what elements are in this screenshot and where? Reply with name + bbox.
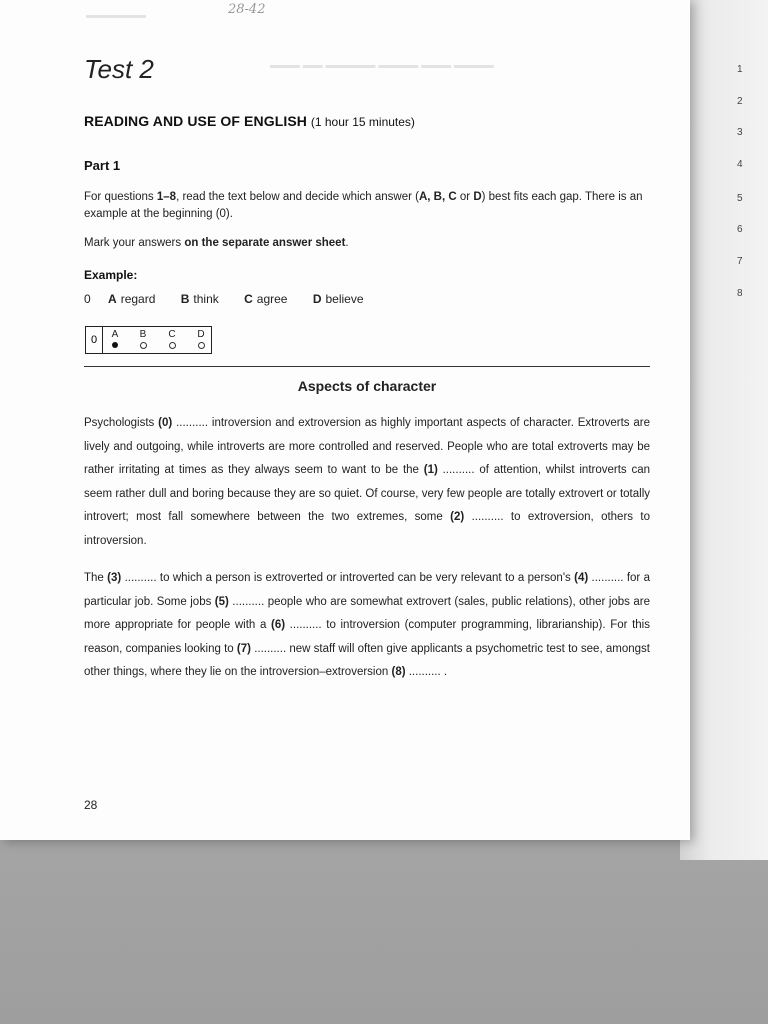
gap-marker: (4) bbox=[574, 572, 589, 584]
handwritten-note: 28-42 bbox=[228, 2, 266, 17]
section-name: READING AND USE OF ENGLISH bbox=[84, 113, 307, 129]
gap-marker: (0) bbox=[158, 417, 173, 429]
option-letter: B bbox=[180, 292, 190, 306]
margin-number: 1 bbox=[737, 64, 743, 75]
page-number: 28 bbox=[84, 798, 98, 812]
test-title: Test 2 bbox=[84, 54, 154, 84]
margin-number: 3 bbox=[737, 127, 743, 138]
bleed-through-text: ▬▬▬▬▬▬ bbox=[86, 10, 146, 21]
option-text: think bbox=[193, 292, 219, 306]
text-segment: Psychologists bbox=[84, 417, 159, 429]
example-option-a bbox=[108, 292, 155, 306]
answer-sheet-instruction bbox=[84, 235, 654, 252]
gap-marker: (7) bbox=[236, 642, 251, 655]
gap-marker: (2) bbox=[450, 511, 465, 524]
option-text: agree bbox=[256, 292, 288, 306]
section-duration: (1 hour 15 minutes) bbox=[310, 115, 415, 129]
option-letter: C bbox=[244, 292, 253, 306]
section-divider bbox=[84, 366, 650, 367]
gap-marker: (6) bbox=[270, 619, 286, 632]
instr-text: Mark your answers bbox=[84, 237, 185, 249]
text-segment: .......... of attention, whilst introverts can seem rather dull and boring because they are so quiet. Of course, very few people are totally extrovert or totally introvert; most fall somewhere between the two extremes, some bbox=[84, 464, 650, 524]
answer-grid-number: 0 bbox=[86, 327, 103, 353]
example-answer-grid bbox=[85, 326, 212, 354]
example-options-row bbox=[84, 292, 386, 306]
instr-text: For questions bbox=[84, 191, 157, 203]
text-paragraph-2 bbox=[84, 567, 650, 685]
example-label: Example: bbox=[84, 268, 138, 282]
margin-number: 5 bbox=[737, 193, 743, 204]
answer-grid-col-b bbox=[136, 329, 150, 352]
grid-letter: B bbox=[139, 329, 147, 340]
grid-letter: D bbox=[197, 329, 205, 340]
empty-bubble-icon bbox=[140, 342, 147, 349]
example-option-d bbox=[313, 292, 364, 306]
gap-marker: (5) bbox=[214, 595, 229, 608]
option-letter: D bbox=[312, 292, 322, 306]
option-letter: A bbox=[108, 292, 117, 306]
text-segment: The bbox=[84, 572, 108, 584]
filled-bubble-icon bbox=[112, 342, 118, 348]
margin-number: 7 bbox=[737, 256, 743, 267]
section-title bbox=[84, 113, 415, 129]
instr-options: A, B, C bbox=[418, 191, 457, 203]
empty-bubble-icon bbox=[169, 342, 176, 349]
text-segment: .......... new staff will often give applicants a psychometric test to see, amongst other things, where they lie on the introversion–extroversion bbox=[84, 642, 650, 679]
instr-option-d: D bbox=[473, 191, 482, 203]
text-title: Aspects of character bbox=[297, 378, 437, 394]
gap-marker: (1) bbox=[423, 464, 438, 477]
text-segment: .......... . bbox=[405, 666, 448, 679]
grid-letter: A bbox=[111, 329, 119, 340]
instr-emphasis: on the separate answer sheet bbox=[184, 237, 346, 249]
answer-grid-col-c bbox=[165, 329, 179, 352]
instr-text: ) best fits each gap. There is an example at the beginning (0). bbox=[84, 191, 643, 220]
text-segment: .......... to extroversion, others to introversion. bbox=[84, 511, 650, 547]
example-number: 0 bbox=[84, 292, 91, 306]
instr-text: or bbox=[456, 191, 474, 203]
margin-number: 4 bbox=[737, 159, 743, 170]
margin-number: 6 bbox=[737, 224, 743, 235]
instr-range: 1–8 bbox=[156, 191, 177, 203]
instructions-paragraph bbox=[84, 189, 654, 223]
bleed-through-text: ▬▬▬ ▬▬ ▬▬▬▬▬ ▬▬▬▬ ▬▬▬ ▬▬▬▬ bbox=[270, 60, 494, 71]
gap-marker: (8) bbox=[391, 666, 406, 679]
option-text: regard bbox=[120, 292, 156, 306]
text-segment: .......... to introversion (computer programming, librarianship). For this reason, companies looking to bbox=[84, 619, 650, 655]
example-option-c bbox=[244, 292, 287, 306]
part-title: Part 1 bbox=[84, 158, 121, 173]
example-option-b bbox=[181, 292, 219, 306]
empty-bubble-icon bbox=[198, 342, 205, 349]
text-paragraph-1 bbox=[84, 412, 650, 554]
grid-letter: C bbox=[168, 329, 176, 340]
answer-grid-col-d bbox=[194, 329, 208, 352]
text-segment: .......... introversion and extroversion as highly important aspects of character. Extroverts are lively and outgoing, while introverts are more controlled and reserved. People who are total extroverts may be rather irritating at times as they always seem to want to be the bbox=[84, 417, 650, 477]
text-segment: .......... for a particular job. Some jobs bbox=[84, 572, 650, 608]
margin-number: 2 bbox=[737, 96, 743, 107]
instr-text: . bbox=[345, 237, 349, 249]
instr-text: , read the text below and decide which answer ( bbox=[176, 191, 419, 203]
margin-number: 8 bbox=[737, 288, 743, 299]
text-segment: .......... to which a person is extroverted or introverted can be very relevant to a person's bbox=[121, 572, 575, 584]
answer-grid-col-a bbox=[108, 329, 122, 351]
gap-marker: (3) bbox=[107, 572, 122, 584]
option-text: believe bbox=[325, 292, 364, 306]
text-segment: .......... people who are somewhat extrovert (sales, public relations), other jobs are more appropriate for people with a bbox=[84, 595, 650, 632]
